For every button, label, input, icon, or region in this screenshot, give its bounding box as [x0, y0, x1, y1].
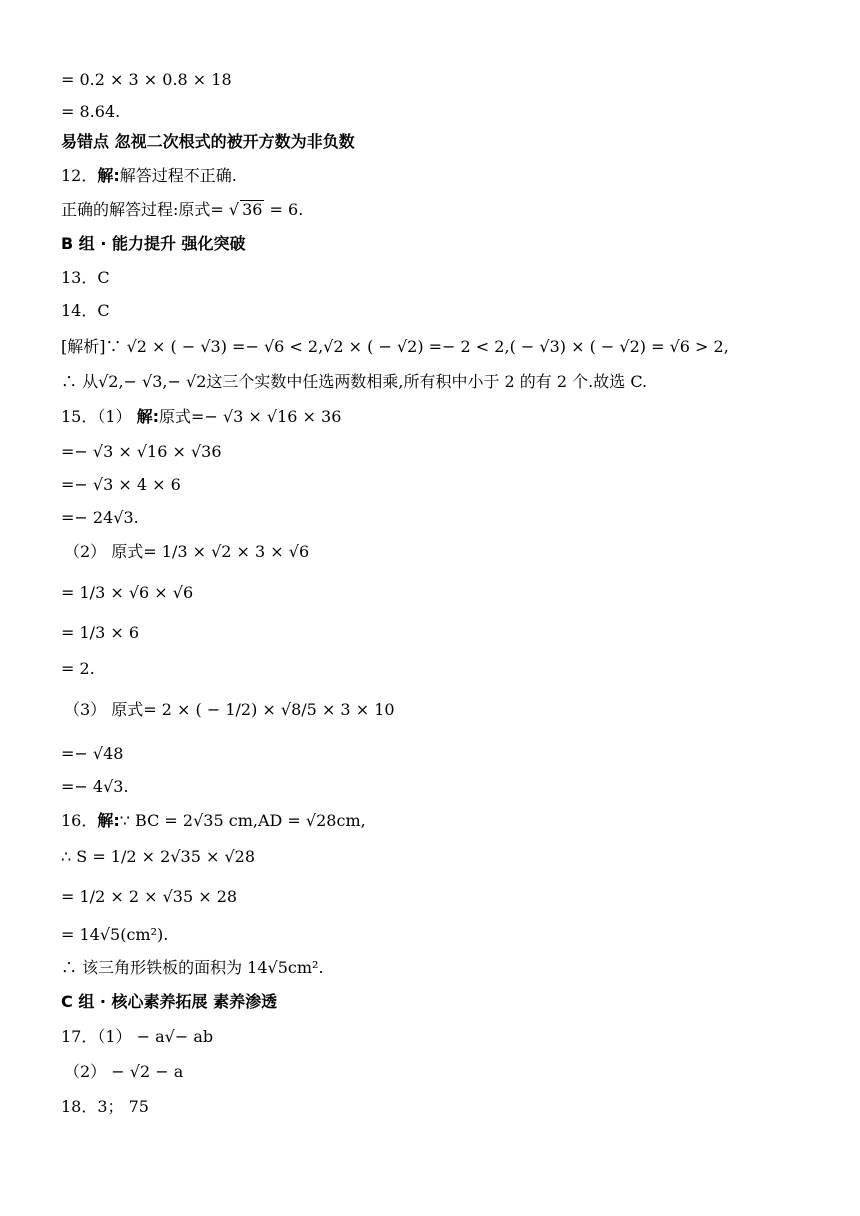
q15-1-step-3: =− √3 × 4 × 6: [61, 475, 181, 494]
q13-answer: 13．C: [61, 268, 110, 287]
q15-2-step-4: = 2.: [61, 659, 95, 678]
section-heading-error-point: 易错点 忽视二次根式的被开方数为非负数: [61, 132, 355, 151]
line-1: = 0.2 × 3 × 0.8 × 18: [61, 70, 232, 89]
q15-2-step-3: = 1/3 × 6: [61, 623, 139, 642]
section-heading-group-c: C 组 · 核心素养拓展 素养渗透: [61, 992, 278, 1011]
q16-step-3: = 1/2 × 2 × √35 × 28: [61, 887, 238, 906]
q17-1-answer: 17．（1） − a√− ab: [61, 1027, 214, 1046]
q15-3-step-3: =− 4√3.: [61, 777, 129, 796]
q16-conclusion: ∴ 该三角形铁板的面积为 14√5cm².: [61, 958, 324, 977]
q15-2-step-2: = 1/3 × √6 × √6: [61, 583, 194, 602]
q14-answer: 14．C: [61, 301, 110, 320]
q12-line: 12．解:解答过程不正确.: [61, 166, 237, 185]
section-heading-group-b: B 组 · 能力提升 强化突破: [61, 234, 246, 253]
q15-2-line: （2） 原式= 1/3 × √2 × 3 × √6: [64, 542, 310, 561]
q12-correct-line: 正确的解答过程:原式= √ 36 = 6.: [61, 200, 304, 219]
q16-step-4: = 14√5(cm²).: [61, 925, 169, 944]
q14-analysis-line-2: ∴ 从√2,− √3,− √2这三个实数中任选两数相乘,所有积中小于 2 的有 2 个.故选 C.: [61, 372, 648, 391]
q15-1-line: 15．（1） 解:原式=− √3 × √16 × 36: [61, 407, 342, 426]
q15-1-step-2: =− √3 × √16 × √36: [61, 442, 222, 461]
q18-answer: 18．3； 75: [61, 1097, 149, 1116]
q17-2-answer: （2） − √2 − a: [64, 1062, 184, 1081]
q16-step-2: ∴ S = 1/2 × 2√35 × √28: [61, 847, 255, 866]
q16-line: 16．解:∵ BC = 2√35 cm,AD = √28cm,: [61, 811, 366, 830]
q15-3-step-2: =− √48: [61, 744, 124, 763]
q14-analysis-line-1: [解析]∵ √2 × ( − √3) =− √6 < 2,√2 × ( − √2) =− 2 < 2,( − √3) × ( − √2) = √6 > 2,: [61, 337, 729, 356]
line-2: = 8.64.: [61, 102, 121, 121]
q15-3-line: （3） 原式= 2 × ( − 1/2) × √8/5 × 3 × 10: [64, 700, 395, 719]
q15-1-step-4: =− 24√3.: [61, 508, 139, 527]
